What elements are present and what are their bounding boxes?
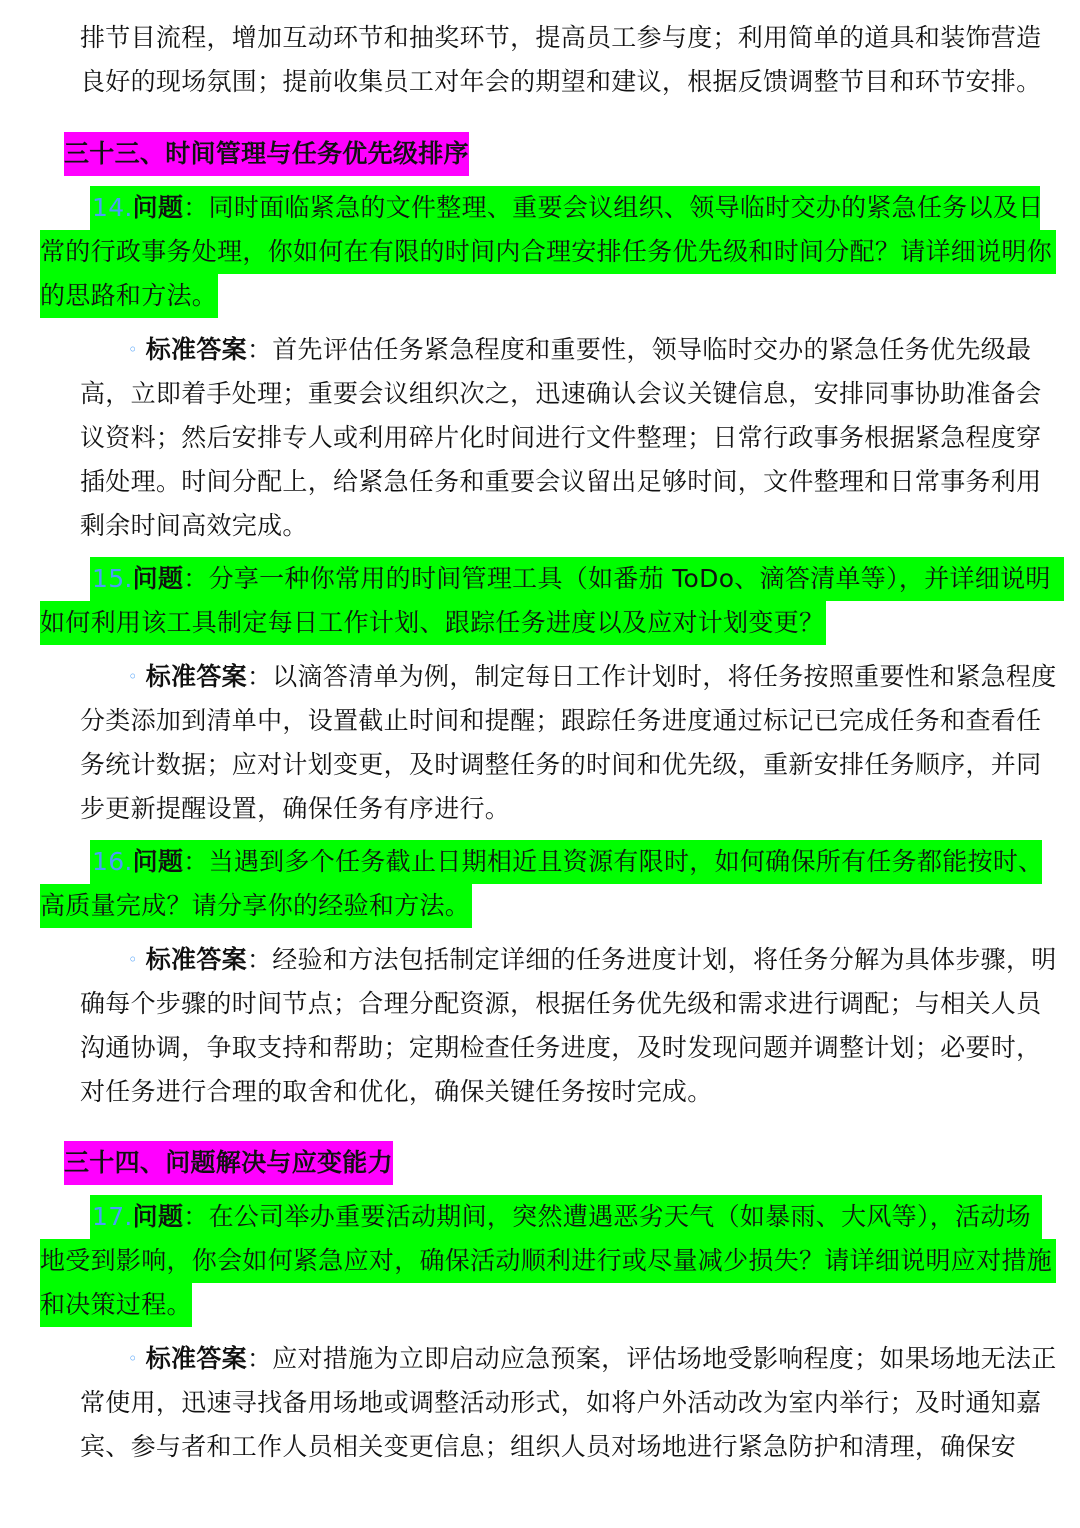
- answer-label: 标准答案: [145, 662, 247, 691]
- question-17-line-3: 和决策过程。: [40, 1283, 192, 1327]
- question-text: ：当遇到多个任务截止日期相近且资源有限时，如何确保所有任务都能按时、: [183, 847, 1044, 876]
- answer-17-line-3: 宾、参与者和工作人员相关变更信息；组织人员对场地进行紧急防护和清理，确保安: [80, 1432, 1017, 1461]
- question-text: ：同时面临紧急的文件整理、重要会议组织、领导临时交办的紧急任务以及日: [183, 193, 1044, 222]
- answer-15-line-2: 分类添加到清单中，设置截止时间和提醒；跟踪任务进度通过标记已完成任务和查看任: [80, 706, 1042, 735]
- question-16-line-2: 高质量完成？请分享你的经验和方法。: [40, 884, 472, 928]
- answer-14-line-2: 高，立即着手处理；重要会议组织次之，迅速确认会议关键信息，安排同事协助准备会: [80, 379, 1042, 408]
- answer-14-line-5: 剩余时间高效完成。: [80, 511, 308, 540]
- answer-15-line-1: [128, 655, 1057, 699]
- answer-17-line-2: 常使用，迅速寻找备用场地或调整活动形式，如将户外活动改为室内举行；及时通知嘉: [80, 1388, 1042, 1417]
- question-17-line-1: [90, 1195, 1042, 1239]
- section-heading-33: 三十三、时间管理与任务优先级排序: [64, 132, 469, 176]
- answer-label: 标准答案: [145, 1344, 247, 1373]
- answer-14-line-3: 议资料；然后安排专人或利用碎片化时间进行文件整理；日常行政事务根据紧急程度穿: [80, 423, 1042, 452]
- intro-line-2: 良好的现场氛围；提前收集员工对年会的期望和建议，根据反馈调整节目和环节安排。: [80, 67, 1042, 96]
- answer-16-line-3: 沟通协调，争取支持和帮助；定期检查任务进度，及时发现问题并调整计划；必要时，: [80, 1033, 1042, 1062]
- section-heading-34: 三十四、问题解决与应变能力: [64, 1141, 393, 1185]
- intro-line-1: 排节目流程，增加互动环节和抽奖环节，提高员工参与度；利用简单的道具和装饰营造: [80, 23, 1042, 52]
- question-label: 问题: [132, 564, 184, 593]
- answer-15-line-3: 务统计数据；应对计划变更，及时调整任务的时间和优先级，重新安排任务顺序，并同: [80, 750, 1042, 779]
- question-17-line-2: 地受到影响，你会如何紧急应对，确保活动顺利进行或尽量减少损失？请详细说明应对措施: [40, 1239, 1056, 1283]
- question-14-line-1: [90, 186, 1044, 230]
- bullet-icon: ◦: [128, 1349, 138, 1368]
- question-number: 15.: [92, 564, 133, 593]
- answer-label: 标准答案: [145, 335, 247, 364]
- answer-label: 标准答案: [145, 945, 247, 974]
- question-number: 14.: [92, 193, 133, 222]
- answer-17-line-1: [128, 1337, 1057, 1381]
- question-15-line-2: 如何利用该工具制定每日工作计划、跟踪任务进度以及应对计划变更？: [40, 601, 826, 645]
- question-text: ：分享一种你常用的时间管理工具（如番茄 ToDo、滴答清单等），并详细说明: [183, 564, 1051, 593]
- question-text: ：在公司举办重要活动期间，突然遭遇恶劣天气（如暴雨、大风等），活动场: [183, 1202, 1031, 1231]
- answer-16-line-2: 确每个步骤的时间节点；合理分配资源，根据任务优先级和需求进行调配；与相关人员: [80, 989, 1042, 1018]
- bullet-icon: ◦: [128, 340, 138, 359]
- bullet-icon: ◦: [128, 950, 138, 969]
- answer-text: ：经验和方法包括制定详细的任务进度计划，将任务分解为具体步骤，明: [246, 945, 1057, 974]
- question-14-line-3: 的思路和方法。: [40, 274, 218, 318]
- answer-text: ：应对措施为立即启动应急预案，评估场地受影响程度；如果场地无法正: [246, 1344, 1057, 1373]
- answer-14-line-1: [128, 328, 1031, 372]
- answer-16-line-4: 对任务进行合理的取舍和优化，确保关键任务按时完成。: [80, 1077, 713, 1106]
- question-number: 17.: [92, 1202, 133, 1231]
- question-number: 16.: [92, 847, 133, 876]
- question-16-line-1: [90, 840, 1042, 884]
- answer-text: ：以滴答清单为例，制定每日工作计划时，将任务按照重要性和紧急程度: [246, 662, 1057, 691]
- question-15-line-1: [90, 557, 1064, 601]
- question-14-line-2: 常的行政事务处理，你如何在有限的时间内合理安排任务优先级和时间分配？请详细说明你: [40, 230, 1056, 274]
- question-label: 问题: [132, 847, 184, 876]
- question-label: 问题: [132, 193, 184, 222]
- question-label: 问题: [132, 1202, 184, 1231]
- answer-16-line-1: [128, 938, 1057, 982]
- answer-text: ：首先评估任务紧急程度和重要性，领导临时交办的紧急任务优先级最: [246, 335, 1032, 364]
- bullet-icon: ◦: [128, 667, 138, 686]
- answer-15-line-4: 步更新提醒设置，确保任务有序进行。: [80, 794, 511, 823]
- answer-14-line-4: 插处理。时间分配上，给紧急任务和重要会议留出足够时间，文件整理和日常事务利用: [80, 467, 1042, 496]
